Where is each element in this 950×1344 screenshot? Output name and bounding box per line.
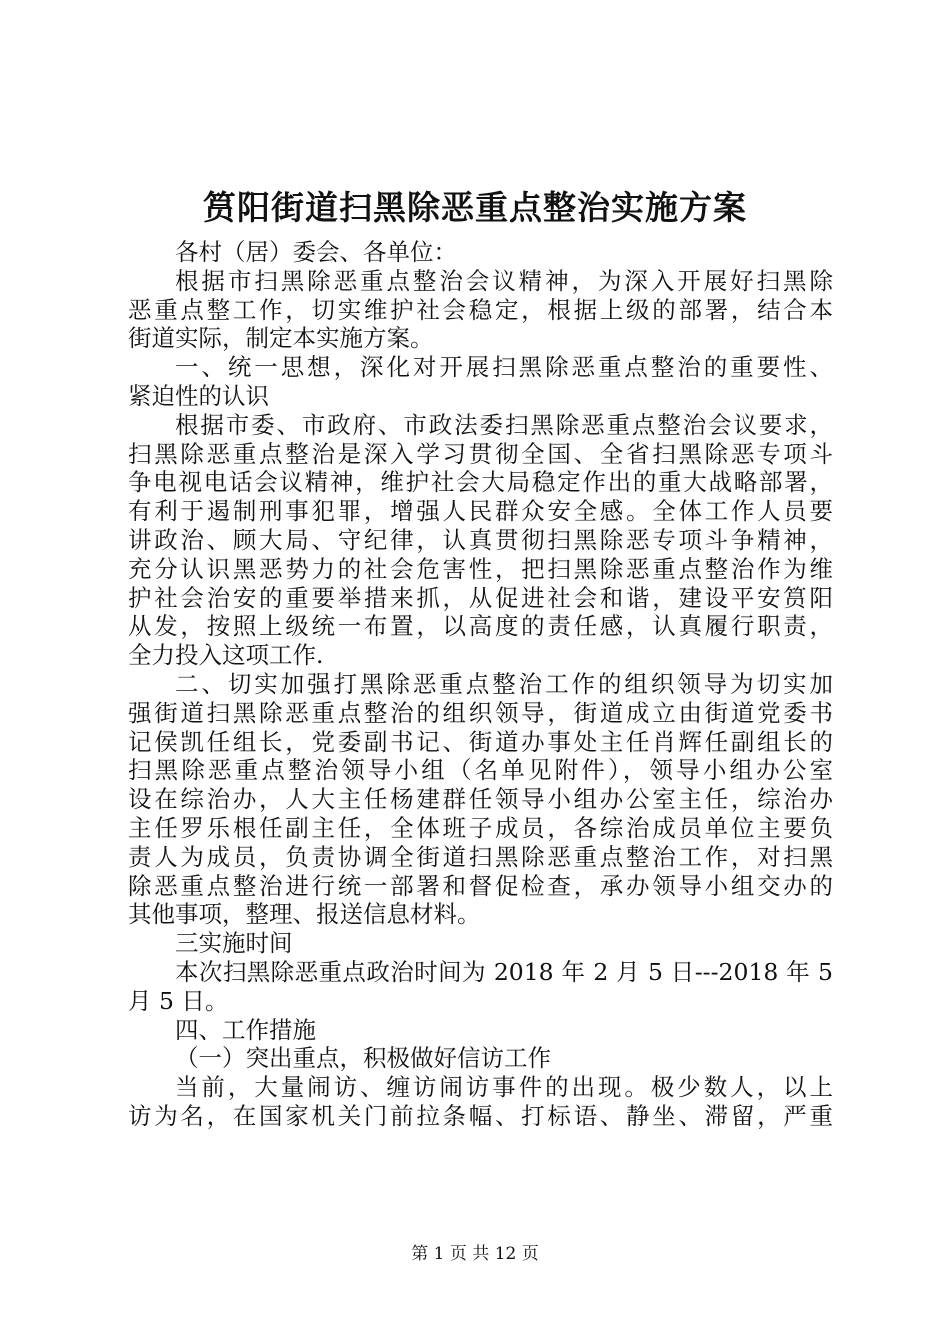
- text-line: 根据市扫黑除恶重点整治会议精神，为深入开展好扫黑除: [175, 266, 833, 295]
- document-body: [128, 238, 833, 1131]
- text-line: 恶重点整工作，切实维护社会稳定，根据上级的部署，结合本: [128, 295, 833, 324]
- text-line: 强街道扫黑除恶重点整治的组织领导，街道成立由街道党委书: [128, 698, 833, 727]
- text-line: 当前，大量闹访、缠访闹访事件的出现。极少数人，以上: [175, 1073, 833, 1102]
- text-line: （一）突出重点，积极做好信访工作: [175, 1044, 551, 1073]
- text-line: 四、工作措施: [175, 1015, 316, 1044]
- text-line: 街道实际，制定本实施方案。: [128, 324, 434, 353]
- text-line: 争电视电话会议精神，维护社会大局稳定作出的重大战略部署，: [128, 468, 833, 497]
- document-title: 筼阳街道扫黑除恶重点整治实施方案: [203, 188, 747, 227]
- page-footer: 第 1 页 共 12 页: [411, 1244, 539, 1264]
- text-line: 本次扫黑除恶重点政治时间为 2018 年 2 月 5 日---2018 年 5: [175, 957, 833, 986]
- text-line: 三实施时间: [175, 929, 293, 958]
- text-line: 主任罗乐根任副主任，全体班子成员，各综治成员单位主要负: [128, 813, 833, 842]
- text-line: 扫黑除恶重点整治是深入学习贯彻全国、全省扫黑除恶专项斗: [128, 439, 833, 468]
- text-line: 护社会治安的重要举措来抓，从促进社会和谐，建设平安筼阳: [128, 583, 833, 612]
- text-line: 根据市委、市政府、市政法委扫黑除恶重点整治会议要求，: [175, 410, 833, 439]
- text-line: 责人为成员，负责协调全街道扫黑除恶重点整治工作，对扫黑: [128, 842, 833, 871]
- text-line: 有利于遏制刑事犯罪，增强人民群众安全感。全体工作人员要: [128, 497, 833, 526]
- text-line: 全力投入这项工作.: [128, 641, 324, 670]
- text-line: 扫黑除恶重点整治领导小组（名单见附件），领导小组办公室: [128, 756, 833, 785]
- text-line: 一、统一思想，深化对开展扫黑除恶重点整治的重要性、: [175, 353, 833, 382]
- text-line: 充分认识黑恶势力的社会危害性，把扫黑除恶重点整治作为维: [128, 554, 833, 583]
- text-line: 紧迫性的认识: [128, 381, 269, 410]
- text-line: 记侯凯任组长，党委副书记、街道办事处主任肖辉任副组长的: [128, 727, 833, 756]
- text-line: 访为名，在国家机关门前拉条幅、打标语、静坐、滞留，严重: [128, 1101, 833, 1130]
- text-line: 讲政治、顾大局、守纪律，认真贯彻扫黑除恶专项斗争精神，: [128, 525, 833, 554]
- text-line: 从发，按照上级统一布置，以高度的责任感，认真履行职责，: [128, 612, 833, 641]
- text-line: 二、切实加强打黑除恶重点整治工作的组织领导为切实加: [175, 669, 833, 698]
- text-line: 月 5 日。: [128, 986, 229, 1015]
- text-line: 其他事项，整理、报送信息材料。: [128, 900, 481, 929]
- text-line: 设在综治办，人大主任杨建群任领导小组办公室主任，综治办: [128, 785, 833, 814]
- text-line: 除恶重点整治进行统一部署和督促检查，承办领导小组交办的: [128, 871, 833, 900]
- text-line: 各村（居）委会、各单位：: [175, 238, 457, 266]
